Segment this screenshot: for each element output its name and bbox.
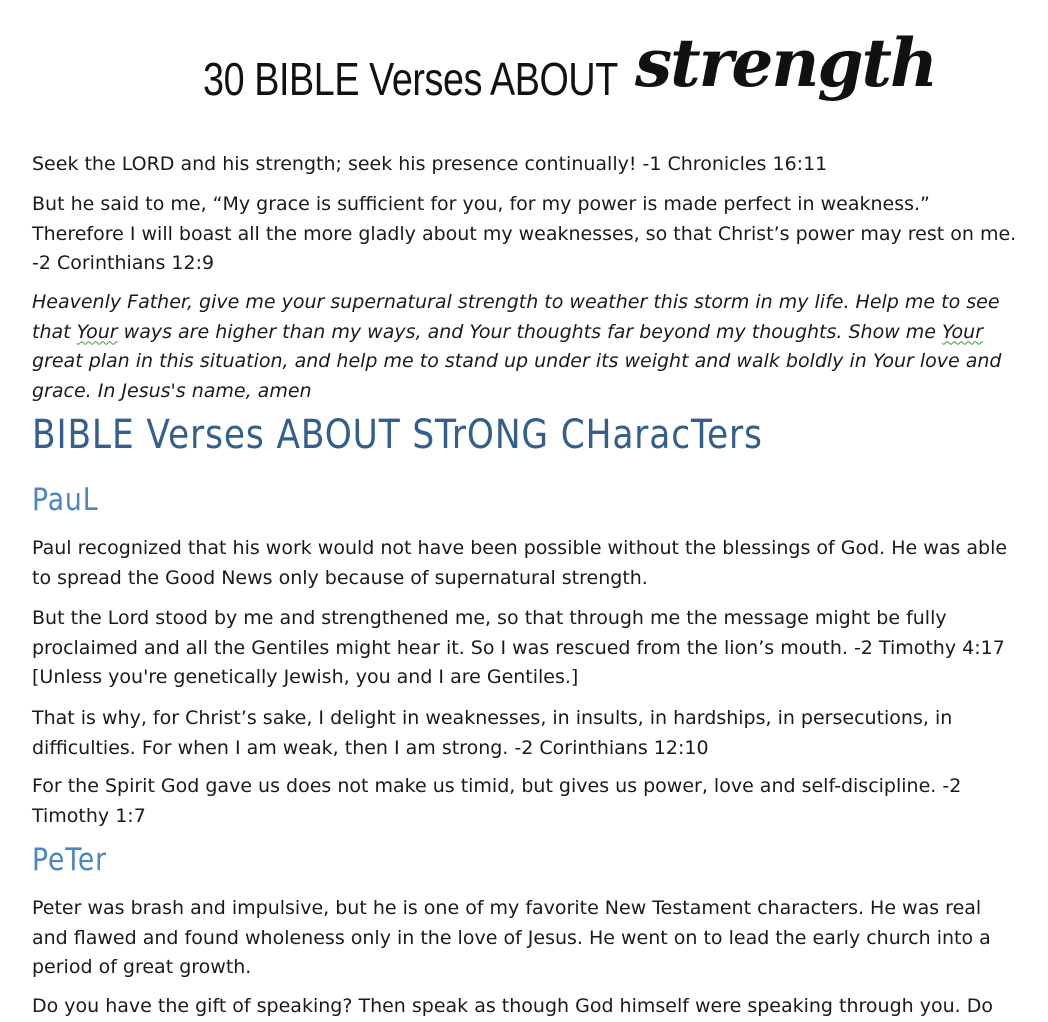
- spellcheck-word-1[interactable]: Your: [76, 320, 118, 343]
- subheading-paul: PauL: [32, 482, 99, 518]
- intro-verse-1: Seek the LORD and his strength; seek his presence continually! -1 Chronicles 16:11: [32, 153, 828, 175]
- prayer-part-3: great plan in this situation, and help me to stand up under its weight and walk boldly in Your love and grace. In Jesus's name, amen: [32, 350, 1002, 402]
- subheading-peter: PeTer: [32, 842, 107, 878]
- paul-verse-3: For the Spirit God gave us does not make us timid, but gives us power, love and self-discipline. -2 Timothy 1:7: [32, 775, 962, 827]
- spellcheck-word-2[interactable]: Your: [942, 320, 984, 343]
- paul-intro: Paul recognized that his work would not have been possible without the blessings of God. He was able to spread the Good News only because of supernatural strength.: [32, 537, 1008, 589]
- section-heading-strong-characters: BIBLE Verses ABOUT STrONG CHaracTers: [32, 412, 763, 458]
- paul-verse-1: But the Lord stood by me and strengthened me, so that through me the message might be fully proclaimed and all the Gentiles might hear it. So I was rescued from the lion’s mouth. -2 Timothy 4:17 [Unless you're genetically Jewish, you and I are Gentiles.]: [32, 607, 1005, 688]
- paul-verse-2: That is why, for Christ’s sake, I delight in weaknesses, in insults, in hardships, in persecutions, in difficulties. For when I am weak, then I am strong. -2 Corinthians 12:10: [32, 707, 953, 759]
- title-plain-text: 30 BIBLE Verses ABOUT: [203, 53, 618, 105]
- prayer-part-2: ways are higher than my ways, and Your thoughts far beyond my thoughts. Show me: [117, 320, 943, 343]
- peter-next-paragraph: Do you have the gift of speaking? Then speak as though God himself were speaking through you. Do: [32, 995, 993, 1017]
- intro-verse-2: But he said to me, “My grace is sufficient for you, for my power is made perfect in weakness.” Therefore I will boast all the more gladly about my weaknesses, so that Christ’s power may rest on me. -2 Corinthians 12:9: [32, 193, 1017, 274]
- intro-prayer: [32, 288, 1017, 406]
- prayer-part-1: Heavenly Father, give me your supernatural strength to weather this storm in my life. Help me to see that: [32, 291, 1000, 343]
- peter-intro: Peter was brash and impulsive, but he is one of my favorite New Testament characters. He was real and flawed and found wholeness only in the love of Jesus. He went on to lead the early church into a period of great growth.: [32, 897, 991, 978]
- title-script-word: strength: [635, 24, 937, 102]
- document-title: [203, 22, 937, 122]
